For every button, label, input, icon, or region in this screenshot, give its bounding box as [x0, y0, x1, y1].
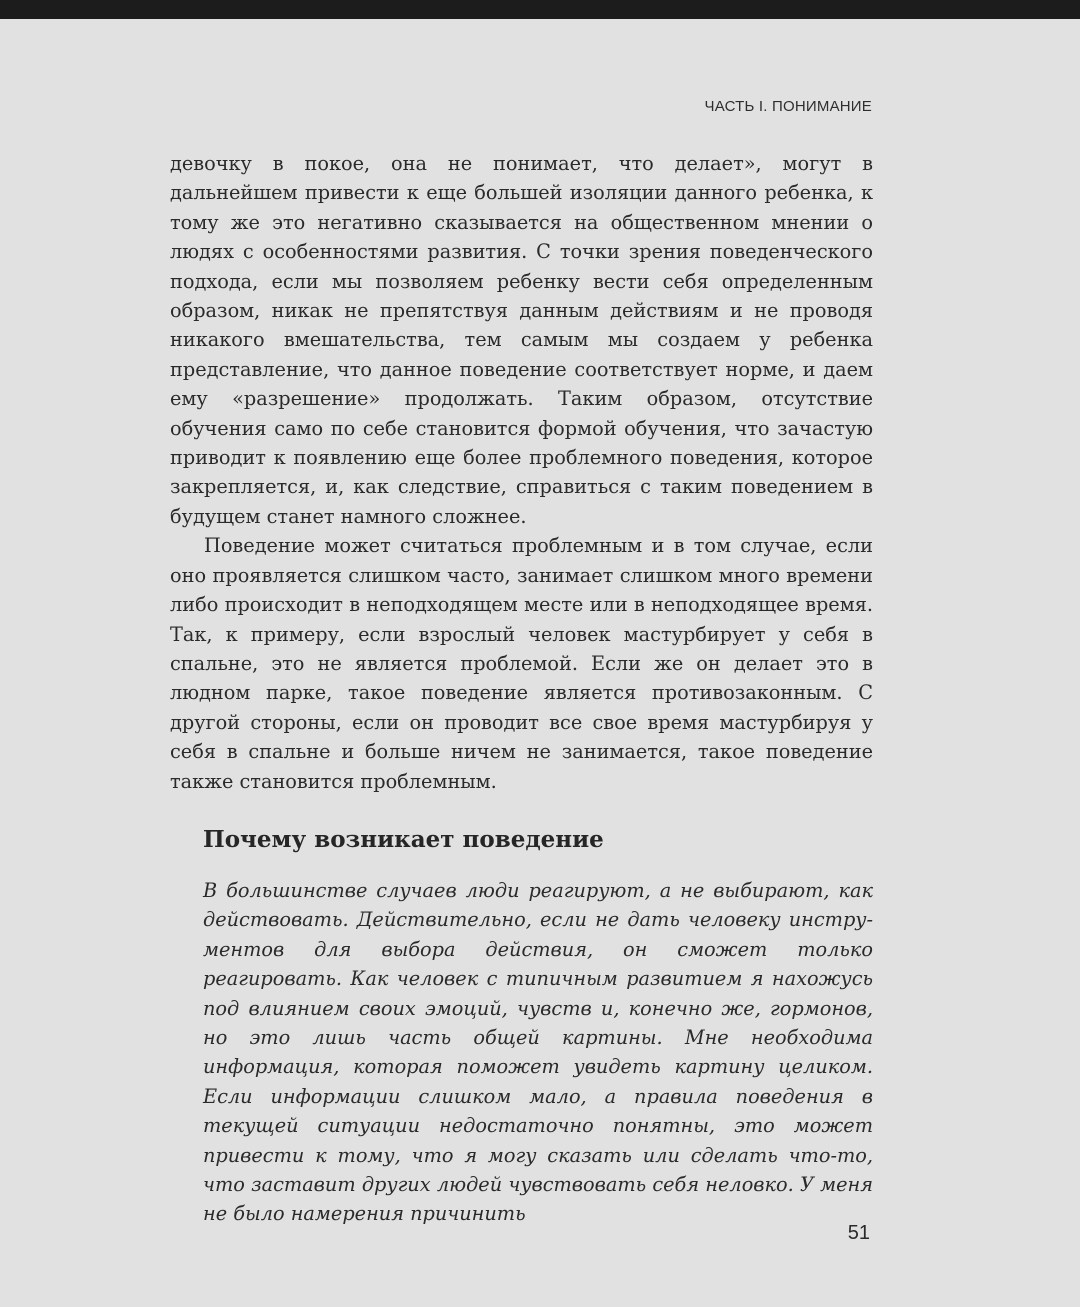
body-text [170, 149, 873, 796]
paragraph-2: Поведение может считаться проблемным и в том случае, если оно проявляется слишком часто, занимает слишком много времени либо происходит в неподходящем месте или в неподходящее время. Так, к примеру, если взрослый человек мастурбирует у себя в спальне, это не является проблемой. Если же он делает это в людном парке, такое поведение является противозаконным. С другой стороны, если он проводит все свое время мастурбируя у себя в спальне и больше ничем не занимается, такое поведение также становится проблемным. [170, 534, 873, 793]
book-page [0, 19, 1080, 1307]
top-bar [0, 0, 1080, 19]
paragraph-1: девочку в покое, она не понимает, что делает», могут в дальнейшем привести к еще большей изоляции данного ребенка, к тому же это негативно сказывается на общественном мнении о людях с особенностями развития. С точки зрения поведенческого подхода, если мы позволяем ребенку вести себя определенным образом, никак не препятствуя данным действиям и не проводя никакого вмешательства, тем самым мы создаем у ребенка представление, что данное поведение соответствует норме, и даем ему «разрешение» продолжать. Таким образом, отсутствие обучения само по себе становится формой обучения, что зачастую приводит к появлению еще более проблемного поведения, которое закрепляется, и, как следствие, справиться с таким поведением в будущем станет намного сложнее. [170, 152, 873, 528]
page-number: 51 [847, 1222, 870, 1244]
section-title: Почему возникает поведение [203, 826, 604, 853]
running-head: ЧАСТЬ I. ПОНИМАНИЕ [704, 98, 872, 115]
italic-quote: В большинстве случаев люди реагируют, а не выбирают, как действовать. Действительно, если не дать человеку инструментов для выбора действия, он сможет только реагировать. Как человек с типичным развитием я нахожусь под влиянием своих эмоций, чувств и, конечно же, гормонов, но это лишь часть общей картины. Мне необходима информация, которая поможет увидеть картину целиком. Если информации слишком мало, а правила поведения в текущей ситуации недостаточно понятны, это может привести к тому, что я могу сказать или сделать что-то, что заставит других людей чувствовать себя неловко. У меня не было намерения причинить [203, 879, 873, 1226]
